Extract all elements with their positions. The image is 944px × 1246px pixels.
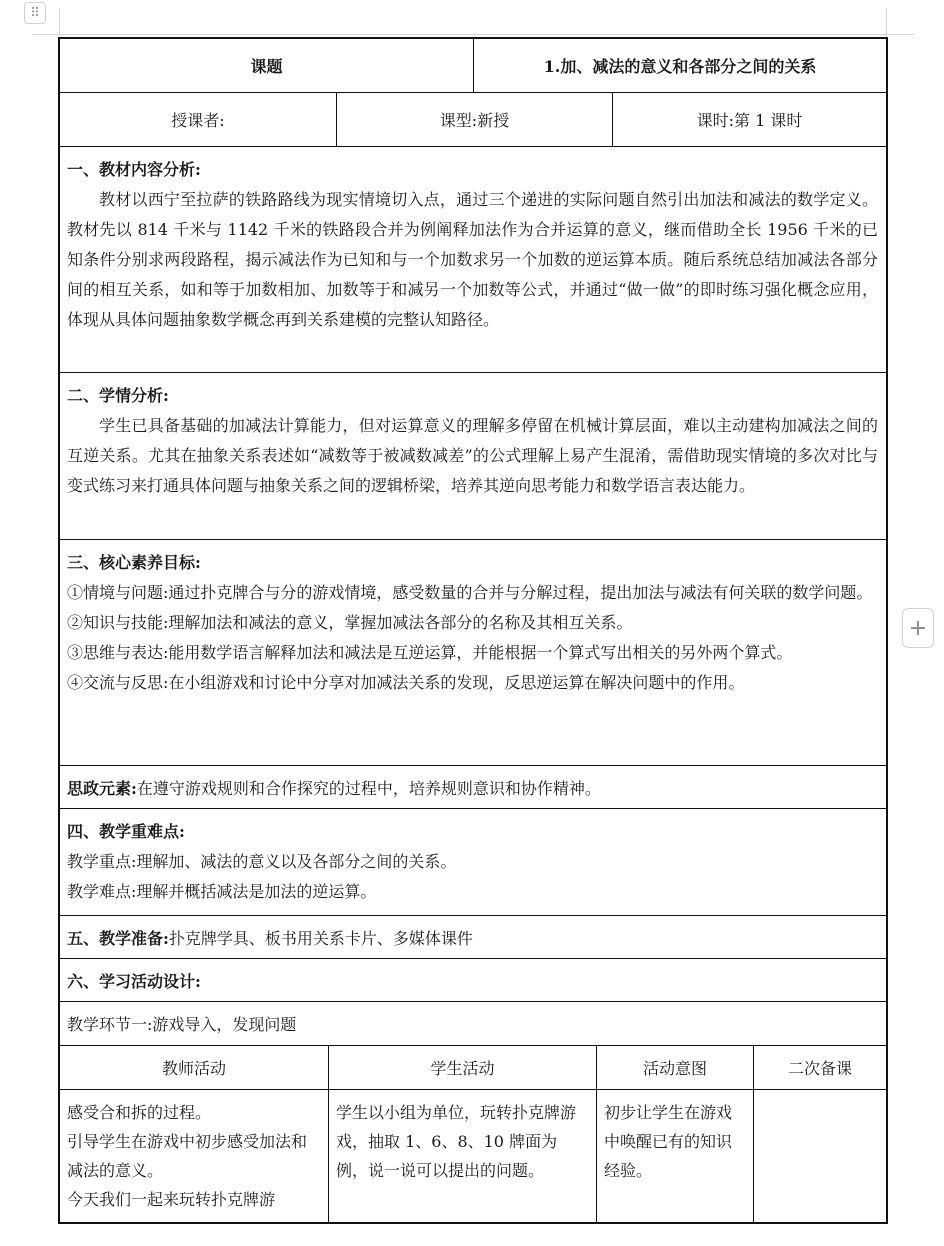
teacher-activity-cell — [60, 1090, 328, 1222]
activity-intent-text: 初步让学生在游戏中唤醒已有的知识经验。 — [604, 1103, 733, 1180]
period-cell: 课时:第 1 课时 — [612, 93, 886, 146]
goal-item: ②知识与技能:理解加法和减法的意义，掌握加减法各部分的名称及其相互关系。 — [67, 613, 633, 632]
page-margin-guide-right — [886, 8, 887, 36]
ideology-label: 思政元素: — [67, 778, 137, 798]
activity-intent-cell — [596, 1090, 753, 1222]
section-heading: 六、学习活动设计: — [67, 971, 201, 991]
column-header: 学生活动 — [328, 1046, 596, 1089]
stage-title-row — [60, 1002, 886, 1046]
column-header: 活动意图 — [596, 1046, 753, 1089]
stage-title: 教学环节一:游戏导入，发现问题 — [67, 1015, 297, 1034]
section-heading: 一、教材内容分析: — [67, 160, 201, 179]
goal-item: ③思维与表达:能用数学语言解释加法和减法是互逆运算，并能根据一个算式写出相关的另外两个算式。 — [67, 643, 793, 662]
meta-row — [60, 93, 886, 147]
preparation-row — [60, 916, 886, 959]
teacher-activity-line: 今天我们一起来玩转扑克牌游 — [67, 1190, 276, 1209]
student-activity-cell — [328, 1090, 596, 1222]
section-heading: 三、核心素养目标: — [67, 553, 201, 572]
lesson-plan-table — [58, 37, 888, 1224]
activity-design-row — [60, 959, 886, 1002]
key-point: 教学重点:理解加、减法的意义以及各部分之间的关系。 — [67, 852, 457, 871]
column-header: 教师活动 — [161, 1059, 226, 1078]
difficulty-point: 教学难点:理解并概括减法是加法的逆运算。 — [67, 882, 377, 901]
lesson-type-cell: 课型:新授 — [336, 93, 612, 146]
topic-row — [60, 39, 886, 93]
topic-title: 1.加、减法的意义和各部分之间的关系 — [473, 39, 886, 92]
section-heading: 二、学情分析: — [67, 386, 169, 405]
ideology-row — [60, 766, 886, 809]
preparation-label: 五、教学准备: — [67, 928, 169, 948]
column-header: 二次备课 — [753, 1046, 886, 1089]
drag-handle-icon[interactable]: ⠿ — [24, 2, 46, 24]
goal-item: ①情境与问题:通过扑克牌合与分的游戏情境，感受数量的合并与分解过程，提出加法与减法有何关联的数学问题。 — [67, 583, 873, 602]
teacher-activity-line: 引导学生在游戏中初步感受加法和减法的意义。 — [67, 1132, 308, 1180]
preparation-text: 扑克牌学具、板书用关系卡片、多媒体课件 — [168, 928, 473, 948]
second-prep-cell[interactable] — [753, 1090, 886, 1222]
student-activity-text: 学生以小组为单位，玩转扑克牌游戏，抽取 1、6、8、10 牌面为例，说一说可以提出的问题。 — [336, 1103, 577, 1180]
section-body: 学生已具备基础的加减法计算能力，但对运算意义的理解多停留在机械计算层面，难以主动建构加减法之间的互逆关系。尤其在抽象关系表述如“减数等于被减数减差”的公式理解上易产生混淆，需借助现实情境的多次对比与变式练习来打通具体问题与抽象关系之间的逻辑桥梁，培养其逆向思考能力和数学语言表达能力。 — [67, 416, 878, 495]
teacher-activity-line: 感受合和拆的过程。 — [67, 1103, 212, 1122]
core-literacy-section — [60, 540, 886, 766]
page-margin-guide-left — [59, 8, 60, 36]
teacher-cell: 授课者: — [171, 111, 225, 130]
topic-label: 课题 — [250, 57, 283, 76]
activity-header-row — [60, 1046, 886, 1090]
ideology-text: 在遵守游戏规则和合作探究的过程中，培养规则意识和协作精神。 — [136, 778, 601, 798]
page-margin-guide — [32, 34, 914, 35]
activity-content-row — [60, 1090, 886, 1222]
student-analysis-section — [60, 373, 886, 540]
goal-item: ④交流与反思:在小组游戏和讨论中分享对加减法关系的发现，反思逆运算在解决问题中的作用。 — [67, 673, 745, 692]
section-body: 教材以西宁至拉萨的铁路路线为现实情境切入点，通过三个递进的实际问题自然引出加法和减法的数学定义。教材先以 814 千米与 1142 千米的铁路段合并为例阐释加法作为合并运算的意义，继而借助全长 1956 千米的已知条件分别求两段路程，揭示减法作为已知和与一个加数求另一个加数的逆运算本质。随后系统总结加减法各部分间的相互关系，如和等于加数相加、加数等于和减另一个加数等公式，并通过“做一做”的即时练习强化概念应用，体现从具体问题抽象数学概念再到关系建模的完整认知路径。 — [67, 190, 878, 329]
key-difficulty-section — [60, 809, 886, 916]
textbook-analysis-section — [60, 147, 886, 373]
section-heading: 四、教学重难点: — [67, 822, 185, 841]
add-block-button[interactable]: + — [902, 608, 934, 648]
